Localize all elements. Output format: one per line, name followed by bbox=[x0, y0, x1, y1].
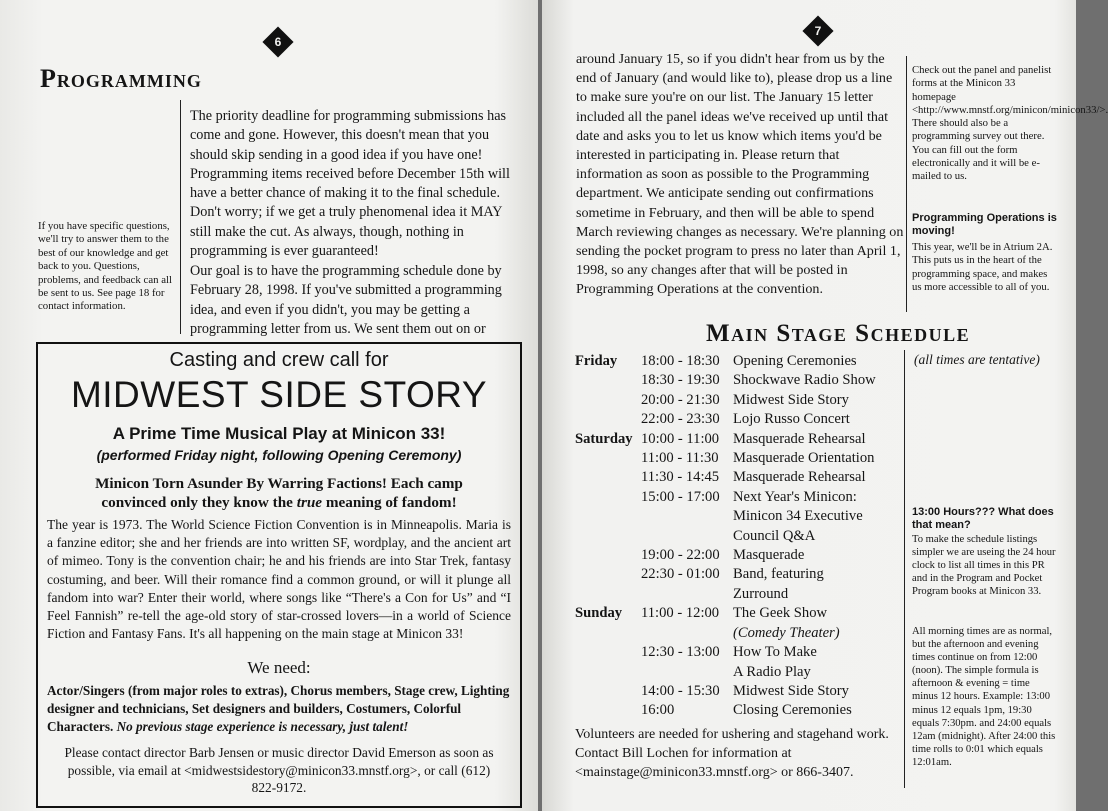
schedule-event: Zurround bbox=[733, 585, 789, 602]
needs-text: Actor/Singers (from major roles to extras), Chorus members, Stage crew, Lighting designer and technicians, Set designers and builders, Costumers, Colorful Characters. bbox=[47, 683, 510, 734]
tagline bbox=[74, 474, 484, 512]
needs-emphasis: No previous stage experience is necessary, just talent! bbox=[116, 718, 409, 734]
schedule-row bbox=[575, 352, 876, 371]
schedule-row bbox=[575, 410, 876, 429]
volunteers-note: Volunteers are needed for ushering and stagehand work. Contact Bill Lochen for information at <mainstage@minicon33.mnstf.org> or 866-3407. bbox=[575, 727, 889, 781]
schedule-event: Minicon 34 Executive bbox=[733, 508, 863, 525]
schedule-table bbox=[575, 352, 876, 721]
schedule-day: Friday bbox=[575, 353, 618, 369]
schedule-event: Midwest Side Story bbox=[733, 682, 849, 699]
schedule-divider bbox=[904, 350, 905, 788]
schedule-event: Masquerade bbox=[733, 547, 805, 564]
schedule-day: Sunday bbox=[575, 605, 623, 622]
schedule-event: Midwest Side Story bbox=[733, 391, 849, 408]
schedule-day bbox=[575, 565, 641, 584]
schedule-row bbox=[575, 624, 876, 643]
performance-note bbox=[38, 447, 520, 463]
tagline-pre: Minicon Torn Asunder By Warring Factions! Each camp convinced only they know the bbox=[95, 475, 463, 511]
schedule-day bbox=[575, 449, 641, 468]
schedule-title: Main Stage Schedule bbox=[706, 320, 971, 347]
hours-para-2: All morning times are as normal, but the afternoon and evening times continue on from 12:00 (noon). The simple formula is afternoon & evening = time minus 12 hours. Example: 13:00 minus 12 equals 1pm, 19:30 equals 7:30pm. and 24:00 equals 12am (midnight). After 24:00 this time rolls to 0:01 which equals 12:01am. bbox=[912, 626, 1056, 768]
programming-para-2: Our goal is to have the programming schedule done by February 28, 1998. If you've submitted a programming idea, and even if you didn't, you may be getting a programming letter from us. We sent them out on or bbox=[190, 263, 502, 337]
tagline-em: true bbox=[296, 494, 323, 511]
schedule-row bbox=[575, 546, 876, 565]
schedule-time bbox=[641, 624, 733, 643]
schedule-row bbox=[575, 682, 876, 701]
schedule-event: Opening Ceremonies bbox=[733, 353, 857, 369]
casting-call-box bbox=[36, 342, 522, 808]
performance-note-text: (performed Friday night, following Opening Ceremony) bbox=[96, 447, 462, 463]
schedule-row bbox=[575, 527, 876, 546]
schedule-row bbox=[575, 371, 876, 390]
page-number-badge bbox=[802, 15, 833, 46]
schedule-time: 20:00 - 21:30 bbox=[641, 391, 720, 408]
schedule-day bbox=[575, 624, 641, 643]
schedule-day bbox=[575, 682, 641, 701]
schedule-event: A Radio Play bbox=[733, 663, 811, 680]
schedule-row bbox=[575, 507, 876, 526]
schedule-event: Masquerade Rehearsal bbox=[733, 430, 866, 447]
sidebar-note: If you have specific questions, we'll try to answer them to the best of our knowledge and get back to you. Questions, problems, and feedback can all be sent to us. See page 18 for contact information. bbox=[38, 220, 173, 313]
we-need-heading: We need: bbox=[247, 658, 311, 677]
schedule-event: Council Q&A bbox=[733, 527, 816, 544]
schedule-time: 18:00 - 18:30 bbox=[641, 353, 720, 369]
page-number: 7 bbox=[814, 24, 822, 38]
schedule-time: 19:00 - 22:00 bbox=[641, 547, 720, 564]
schedule-event: Shockwave Radio Show bbox=[733, 372, 876, 389]
schedule-time: 10:00 - 11:00 bbox=[641, 430, 720, 447]
schedule-event: Masquerade Orientation bbox=[733, 450, 875, 467]
needs-list bbox=[47, 682, 513, 735]
schedule-event: Lojo Russo Concert bbox=[733, 411, 850, 428]
story-paragraph: The year is 1973. The World Science Fiction Convention is in Minneapolis. Maria is a fanzine editor; she and her friends are into written SF, wordplay, and the ancient art of mimeo. Tony is the convention chair; he and his friends are into Star Trek, fantasy costuming, and beer. Will their romance find a common ground, or will it plunge all fandom into war? Enter their world, where songs like “There's a Con for Us” and “I Feel Fannish” re-tell the age-old story of star-crossed lovers—in a world of Science Fiction and Fantasy Fans. It's all happening on the main stage at Minicon 33! bbox=[47, 517, 511, 642]
hours-para-1: To make the schedule listings simpler we are useing the 24 hour clock to list all times in this PR and in the Program and Pocket Program books at Minicon 33. bbox=[912, 534, 1056, 598]
schedule-row bbox=[575, 604, 876, 623]
schedule-time: 11:30 - 14:45 bbox=[641, 469, 720, 486]
schedule-time bbox=[641, 527, 733, 546]
schedule-row bbox=[575, 643, 876, 662]
schedule-row bbox=[575, 391, 876, 410]
schedule-day bbox=[575, 468, 641, 487]
schedule-event: Masquerade Rehearsal bbox=[733, 469, 866, 486]
schedule-time bbox=[641, 585, 733, 604]
schedule-time: 16:00 bbox=[641, 702, 675, 719]
right-page bbox=[542, 0, 1108, 811]
page-number: 6 bbox=[274, 35, 282, 49]
schedule-event: Band, featuring bbox=[733, 566, 824, 583]
schedule-time bbox=[641, 507, 733, 526]
contact-info: Please contact director Barb Jensen or music director David Emerson as soon as possible, via email at <midwestsidestory@minicon33.mnstf.org>, or call (612) 822-9172. bbox=[64, 745, 494, 796]
schedule-row bbox=[575, 430, 876, 449]
schedule-row bbox=[575, 468, 876, 487]
schedule-day bbox=[575, 488, 641, 507]
schedule-event: Closing Ceremonies bbox=[733, 702, 852, 719]
schedule-time: 14:00 - 15:30 bbox=[641, 682, 720, 699]
show-subtitle: A Prime Time Musical Play at Minicon 33! bbox=[112, 424, 446, 443]
schedule-event: Next Year's Minicon: bbox=[733, 488, 857, 505]
schedule-time: 11:00 - 11:30 bbox=[641, 450, 719, 467]
page-number-badge bbox=[262, 26, 293, 57]
schedule-day: Saturday bbox=[575, 430, 633, 447]
schedule-row bbox=[575, 565, 876, 584]
schedule-day bbox=[575, 701, 641, 720]
sidebar-homepage-note: Check out the panel and panelist forms at the Minicon 33 homepage <http://www.mnstf.org/minicon/minicon33/>. There should also be a programming survey out there. You can fill out the form electronically and it will be e-mailed to us. bbox=[912, 64, 1108, 183]
schedule-event: (Comedy Theater) bbox=[733, 624, 840, 641]
schedule-day bbox=[575, 371, 641, 390]
column-divider bbox=[180, 100, 181, 334]
hours-heading: 13:00 Hours??? What does that mean? bbox=[912, 506, 1054, 531]
show-title: MIDWEST SIDE STORY bbox=[70, 374, 488, 415]
ops-text: This year, we'll be in Atrium 2A. This puts us in the heart of the programming space, and makes us more accessible to all of you. bbox=[912, 241, 1053, 293]
casting-heading: Casting and crew call for bbox=[169, 349, 389, 371]
schedule-time: 15:00 - 17:00 bbox=[641, 488, 720, 505]
left-page bbox=[0, 0, 538, 811]
programming-para-1: The priority deadline for programming submissions has come and gone. However, this doesn't mean that you should skip sending in a good idea if you have one! Programming items received before December 15th will have a better chance of making it to the final schedule. Don't worry; if we get a truly phenomenal idea it MAY still make the cut. As always, though, nothing in programming is ever guaranteed! bbox=[190, 108, 510, 260]
schedule-time: 22:00 - 23:30 bbox=[641, 411, 720, 428]
schedule-row bbox=[575, 701, 876, 720]
schedule-time: 11:00 - 12:00 bbox=[641, 605, 720, 622]
tagline-post: meaning of fandom! bbox=[322, 494, 457, 511]
schedule-time: 18:30 - 19:30 bbox=[641, 372, 720, 389]
programming-continued: around January 15, so if you didn't hear from us by the end of January (and would like to), please drop us a line to make sure you're on our list. The January 15 letter included all the panel ideas we've received up until that date and asks you to let us know which items you'd be interested in participating in. Please return that information as soon as possible to the Programming department. We anticipate sending out confirmations sometime in February, and then will be able to spend March reviewing changes as necessary. We're planning on sending the pocket program to press no later than April 1, 1998, so any changes after that will be posted in Programming Operations at the convention. bbox=[576, 51, 904, 298]
programming-title: Programming bbox=[40, 64, 202, 93]
schedule-day bbox=[575, 507, 641, 526]
column-divider bbox=[906, 56, 907, 312]
schedule-time bbox=[641, 663, 733, 682]
schedule-time: 12:30 - 13:00 bbox=[641, 644, 720, 661]
schedule-day bbox=[575, 546, 641, 565]
schedule-day bbox=[575, 643, 641, 662]
schedule-row bbox=[575, 663, 876, 682]
schedule-row bbox=[575, 585, 876, 604]
ops-heading: Programming Operations is moving! bbox=[912, 212, 1057, 237]
tentative-note: (all times are tentative) bbox=[914, 352, 1040, 367]
schedule-event: The Geek Show bbox=[733, 605, 828, 622]
schedule-event: How To Make bbox=[733, 644, 817, 661]
schedule-day bbox=[575, 410, 641, 429]
schedule-row bbox=[575, 449, 876, 468]
schedule-day bbox=[575, 585, 641, 604]
schedule-day bbox=[575, 663, 641, 682]
schedule-row bbox=[575, 488, 876, 507]
schedule-day bbox=[575, 391, 641, 410]
schedule-time: 22:30 - 01:00 bbox=[641, 566, 720, 583]
schedule-day bbox=[575, 527, 641, 546]
